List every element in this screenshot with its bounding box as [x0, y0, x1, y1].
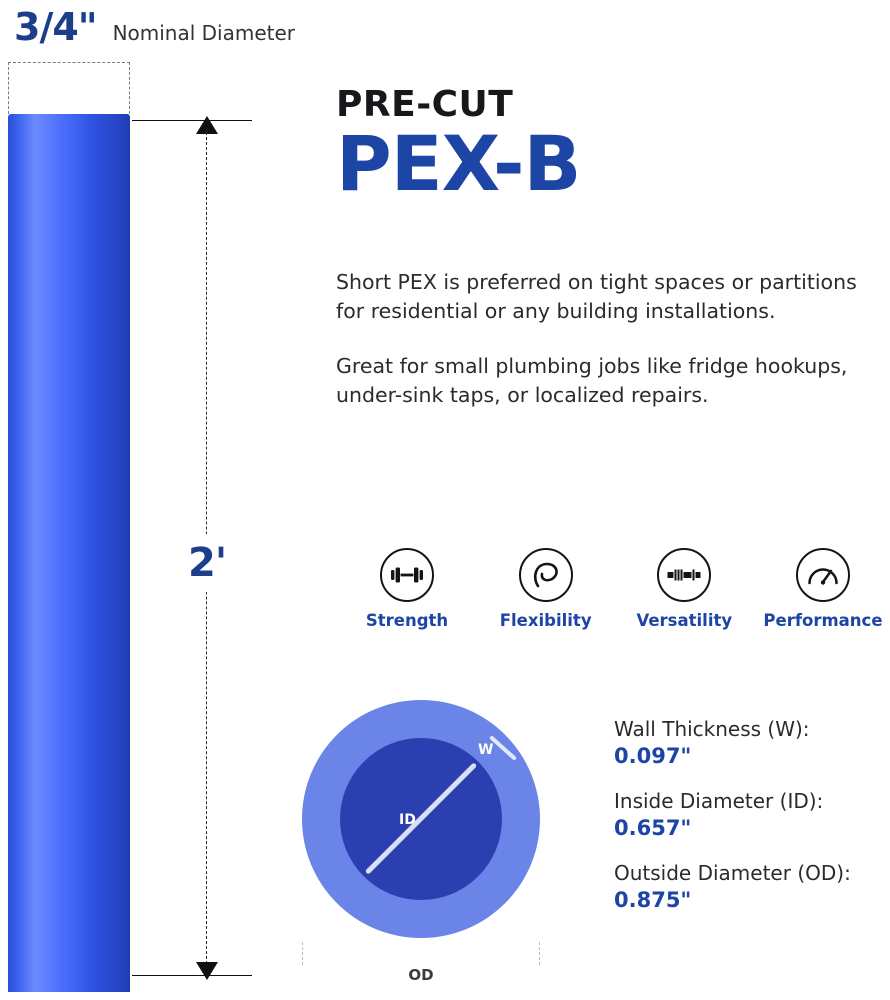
dimension-arrow-down-icon [196, 962, 218, 980]
feature-strength [342, 548, 472, 630]
length-dimension [132, 104, 292, 992]
dimension-top-tick [132, 120, 252, 121]
feature-performance [758, 548, 888, 630]
spec-label: Outside Diameter (OD): [614, 861, 851, 885]
feature-label: Strength [365, 611, 449, 630]
pipe-body [8, 114, 130, 992]
spec-value: 0.875" [614, 888, 692, 912]
spec-value: 0.097" [614, 744, 692, 768]
product-eyebrow: PRE-CUT [336, 84, 514, 125]
spec-outside-diameter [614, 860, 890, 912]
description-paragraph-2: Great for small plumbing jobs like fridge hookups, under-sink taps, or localized repairs. [336, 354, 848, 408]
spec-wall-thickness [614, 716, 890, 768]
pex-pipe-illustration [8, 62, 130, 992]
spec-label: Inside Diameter (ID): [614, 789, 824, 813]
specification-list [614, 716, 890, 932]
pipe-segments-icon [657, 548, 711, 602]
feature-label: Flexibility [499, 611, 592, 630]
nominal-diameter-value: 3/4" [14, 5, 97, 49]
spec-value: 0.657" [614, 816, 692, 840]
spec-inside-diameter [614, 788, 890, 840]
feature-list [342, 548, 888, 630]
spec-label: Wall Thickness (W): [614, 717, 810, 741]
loop-bend-icon [519, 548, 573, 602]
wall-thickness-marker: W [478, 742, 494, 758]
description-paragraph-1: Short PEX is preferred on tight spaces or partitions for residential or any building installations. [336, 269, 857, 323]
feature-versatility [619, 548, 749, 630]
pipe-cross-section-diagram [296, 694, 546, 984]
dimension-arrow-up-icon [196, 116, 218, 134]
dumbbell-icon [380, 548, 434, 602]
nominal-diameter-label: Nominal Diameter [112, 21, 296, 45]
gauge-icon [796, 548, 850, 602]
feature-label: Performance [763, 611, 883, 630]
feature-label: Versatility [636, 611, 733, 630]
dimension-bottom-tick [132, 975, 252, 976]
outside-diameter-marker: OD [296, 966, 546, 984]
product-title: PEX-B [336, 118, 581, 208]
product-description [336, 86, 884, 410]
length-value: 2' [178, 534, 236, 592]
pipe-nominal-dashed-extension [8, 62, 130, 114]
inside-diameter-marker: ID [399, 812, 416, 828]
feature-flexibility [481, 548, 611, 630]
nominal-diameter-header [14, 5, 296, 49]
